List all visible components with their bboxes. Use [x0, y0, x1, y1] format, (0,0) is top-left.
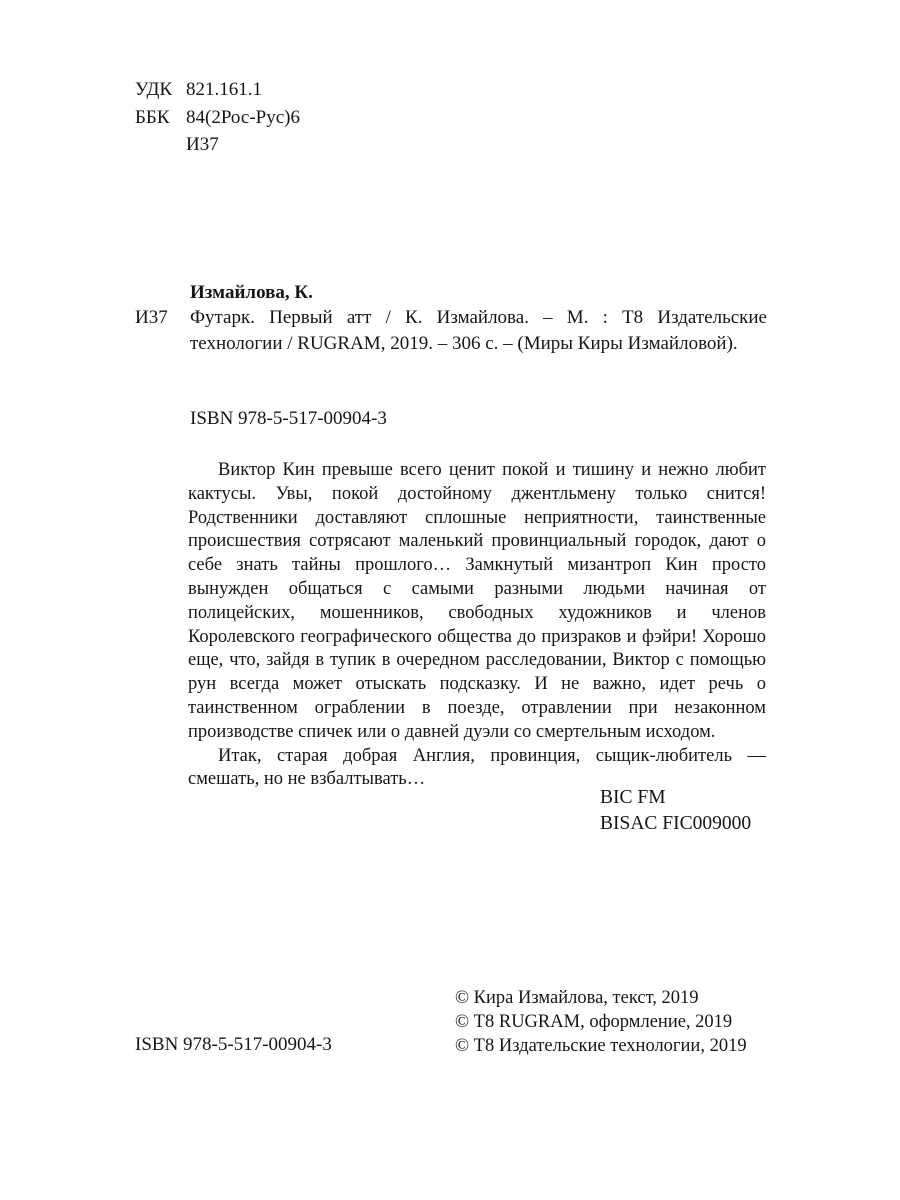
- udk-row: [135, 76, 300, 104]
- bbk-value: 84(2Рос-Рус)6: [186, 106, 300, 128]
- entry-description: Футарк. Первый атт / К. Измайлова. – М. : Т8 Издательские технологии / RUGRAM, 2019. – 306 с. – (Миры Киры Измайловой).: [190, 307, 767, 354]
- entry-author-sign: И37: [135, 307, 168, 329]
- author-sign-row: [135, 131, 300, 159]
- udk-label: УДК: [135, 79, 173, 100]
- annotation-paragraph-1: Виктор Кин превыше всего ценит покой и тишину и нежно любит кактусы. Увы, покой достойному джентльмену только снится! Родственники доставляют сплошные неприятности, таинственные происшествия сотрясают маленький провинциальный городок, дают о себе знать тайны прошлого… Замкнутый мизантроп Кин просто вынужден общаться с самыми разными людьми начиная от полицейских, мошенников, свободных художников и членов Королевского географического общества до призраков и фэйри! Хорошо еще, что, зайдя в тупик в очередном расследовании, Виктор с помощью рун всегда может отыскать подсказку. И не важно, идет речь о таинственном ограблении в поезде, отравлении при незаконном производстве спичек или о давней дуэли со смертельным исходом.: [188, 460, 766, 742]
- bibliographic-codes-block: [135, 76, 300, 159]
- isbn-bottom: ISBN 978-5-517-00904-3: [135, 1034, 332, 1055]
- annotation-paragraph-2: Итак, старая добрая Англия, провинция, сыщик-любитель — смешать, но не взбалтывать…: [188, 745, 766, 790]
- bic-code: BIC FM: [600, 787, 666, 808]
- isbn-top: ISBN 978-5-517-00904-3: [190, 408, 387, 429]
- bbk-row: [135, 104, 300, 132]
- bbk-label: ББК: [135, 106, 170, 128]
- trade-classification-block: [600, 785, 751, 836]
- catalog-entry-block: [135, 280, 767, 356]
- copyright-line-publisher: © Т8 Издательские технологии, 2019: [455, 1036, 747, 1056]
- catalog-entry: [135, 305, 767, 356]
- bisac-code: BISAC FIC009000: [600, 812, 752, 834]
- author-sign: И37: [186, 134, 219, 155]
- copyright-line-text: © Кира Измайлова, текст, 2019: [455, 988, 699, 1008]
- copyright-line-design: © Т8 RUGRAM, оформление, 2019: [455, 1012, 733, 1032]
- copyright-block: [455, 986, 747, 1058]
- annotation-block: [188, 459, 766, 792]
- udk-value: 821.161.1: [186, 79, 262, 100]
- author-heading: Измайлова, К.: [190, 282, 313, 303]
